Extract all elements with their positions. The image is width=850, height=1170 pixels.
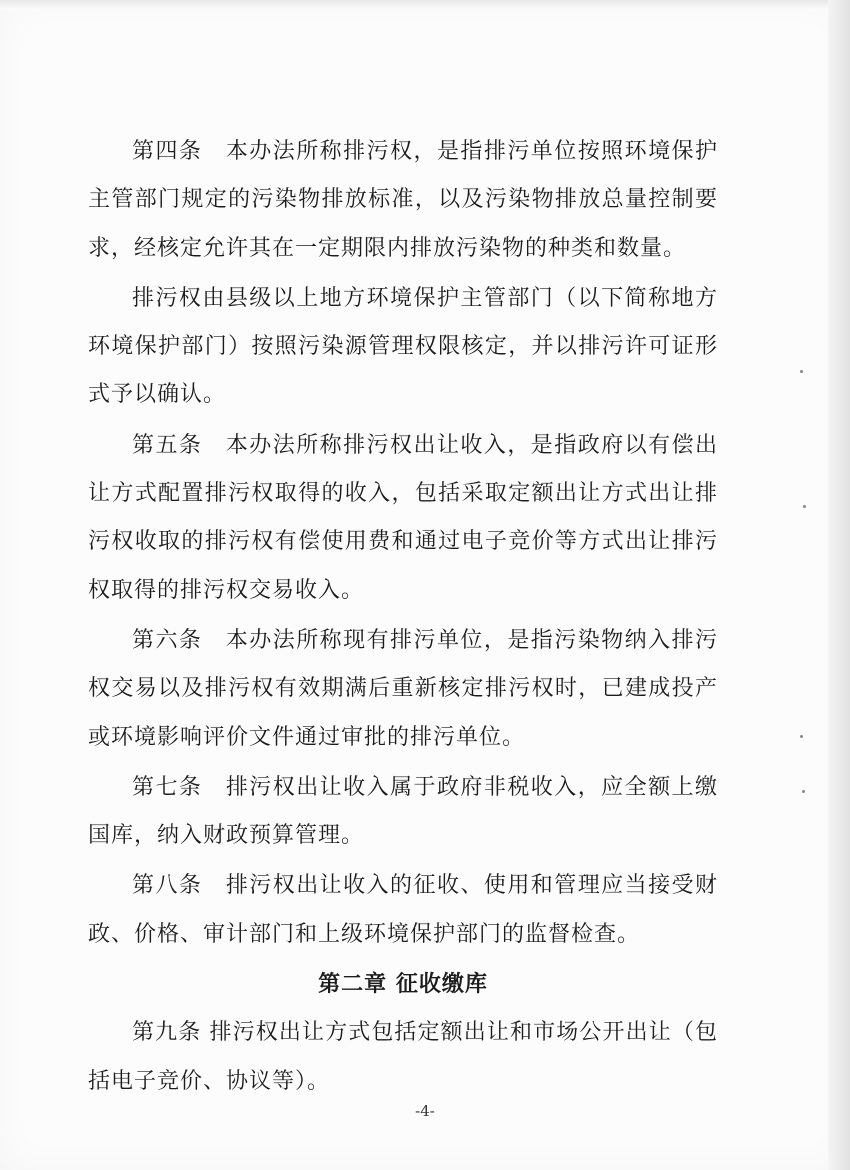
chapter-heading: 第二章 征收缴库: [318, 972, 488, 998]
article-7: 第七条 排污权出让收入属于政府非税收入，应全额上缴国库，纳入财政预算管理。: [88, 774, 718, 849]
article-5: 第五条 本办法所称排污权出让收入，是指政府以有偿出让方式配置排污权取得的收入，包括采取定额出让方式出让排污权收取的排污权有偿使用费和通过电子竞价等方式出让排污权取得的排污权交易收入。: [88, 432, 718, 603]
article-4-paragraph-2: 排污权由县级以上地方环境保护主管部门（以下简称地方环境保护部门）按照污染源管理权限核定，并以排污许可证形式予以确认。: [88, 285, 718, 408]
article-4: 第四条 本办法所称排污权，是指排污单位按照环境保护主管部门规定的污染物排放标准，以及污染物排放总量控制要求，经核定允许其在一定期限内排放污染物的种类和数量。: [88, 139, 718, 261]
scan-speck: [800, 735, 803, 738]
scan-right-edge: [828, 0, 850, 1170]
article-9: 第九条 排污权出让方式包括定额出让和市场公开出让（包括电子竞价、协议等）。: [88, 1020, 718, 1094]
scan-top-edge: [0, 0, 850, 10]
article-8: 第八条 排污权出让收入的征收、使用和管理应当接受财政、价格、审计部门和上级环境保护部门的监督检查。: [88, 873, 718, 947]
page-number: -4-: [415, 1102, 435, 1120]
article-6: 第六条 本办法所称现有排污单位，是指污染物纳入排污权交易以及排污权有效期满后重新核定排污权时，已建成投产或环境影响评价文件通过审批的排污单位。: [88, 627, 718, 750]
scan-speck: [803, 505, 806, 508]
scan-speck: [802, 790, 805, 793]
document-body: [88, 128, 718, 1108]
scan-speck: [800, 370, 803, 373]
